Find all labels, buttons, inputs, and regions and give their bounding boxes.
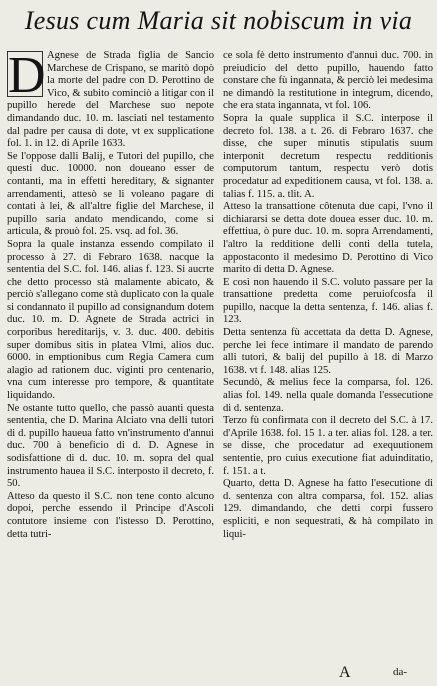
paragraph: Detta sentenza fù accettata da detta D. Agnese, perche lei fece intimare il mandato de parendo alli tutori, & balij del pupillo à 18. di Marzo 1638. vt f. 148. alias 125. (223, 327, 433, 376)
paragraph: Atteso da questo il S.C. non tene conto alcuno dopoi, perche essendo il Principe d'Ascoli contutore insieme con l'istesso D. Perottino, detta tutri- (7, 490, 214, 540)
paragraph: Secundò, & melius fece la comparsa, fol. 126. alias fol. 149. nella quale domanda l'essecutione di d. sentenza. (223, 377, 433, 414)
paragraph: Se l'oppose dalli Balij, e Tutori del pupillo, che questi duc. 10000. non doueano esser de contanti, ma in effetti hereditary, & signanter arrendamenti, attesò se li voleano pagare di contati à lei, & all'altre figlie del Marchese, il pupillo saria andato mendicando, come si articula, & prouò fol. 25. vsq. ad fol. 36. (7, 150, 214, 238)
paragraph: Atteso la transattione côtenuta due capi, l'vno il dichiararsi se detta dote douea esser duc. 10. m. effettiua, ò pure duc. 10. m. sopra Arrendamenti, l'altro la redditione delli conti della tutela, appostaconto il medesimo D. Perottino di Vico marito di detta D. Agnese. (223, 201, 433, 276)
paragraph: Sopra la quale supplica il S.C. interpose il decreto fol. 138. a t. 26. di Febraro 1637. che disse, che super minutis stipulatis suum interponit decretum respectu redditionis computorum tantum, respectu verò dotis procedatur ad expeditionem causa, vt fol. 138. a. talias f. 115. a. tlit. A. (223, 112, 433, 200)
paragraph: ce sola fè detto instrumento d'annui duc. 700. in preiudicio del detto pupillo, hauendo fatto constare che fù ingannata, & perciò lei medesima ne dimandò la restitutione in integrum, dicendo, che era stata ingannata, vt fol. 106. (223, 50, 433, 112)
page-header-title: Iesus cum Maria sit nobiscum in via (24, 6, 413, 35)
catchword: da- (393, 666, 408, 678)
paragraph: Sopra la quale instanza essendo compilato il processo à 27. di Febraro 1638. nacque la sententia del S.C. fol. 146. alias f. 123. Si aucrte che detto processo stà malamente abicato, & perciò s'allegano come stà duplicato con la quale si condannato il pupillo ad consignandum dotem duc. 10. m. D. Agnete de Strada actrici in corporibus hereditarijs, v. 3. duc. 400. debitis super domibus sitis in platea Vlmi, alios duc. 6000. in emptionibus cum Regia Camera cum alagio ad rationem duc. viginti pro centenario, vna cum interesse pro tempore, & quantitate liquidando. (7, 238, 214, 402)
right-column (223, 50, 433, 541)
paragraph: E così non hauendo il S.C. voluto passare per la transattione predetta come peruiofcosfa il pupillo, nacque la detta sentenza, f. 146. alias f. 123. (223, 276, 433, 326)
paragraph: Agnese de Strada figlia de Sancio Marchese de Crispano, se maritò dopò la morte del padre con D. Perottino de Vico, & subito cominciò a litigar con il pupillo herede del Marchese suo nepote dimandando duc. 10. m. lasciati nel testamento dal padre per causa di dote, vt ex supplicatione fol. 1. in 12. di Aprile 1633. (7, 50, 214, 150)
left-column (7, 47, 214, 541)
signature-mark: A (339, 664, 351, 681)
paragraph: Quarto, detta D. Agnese ha fatto l'esecutione di d. sentenza con altra comparsa, fol. 152. alias 129. dimandando, che detti corpi fussero espliciti, e non sequestrati, & hà compilato in liqui- (223, 478, 433, 540)
paragraph: Ne ostante tutto quello, che passò auanti questa sententia, che D. Marina Alciato vna delli tutori di d. pupillo haueua fatto vn'instrumento d'annui duc. 700 à beneficio di d. D. Agnese in sodisfattione di d. duc. 10. m. sopra del qual instrumento hauea il S.C. interposto il decreto, f. 50. (7, 402, 214, 490)
drop-cap-initial: D (8, 47, 46, 104)
paragraph: Terzo fù confirmata con il decreto del S.C. à 17. d'Aprile 1638. fol. 15 1. a ter. alias fol. 128. a ter. se disse, che procedatur ad exequutionem sententie, pro cuius executione fiat aduinditatio, f. 151. a t. (223, 415, 433, 477)
